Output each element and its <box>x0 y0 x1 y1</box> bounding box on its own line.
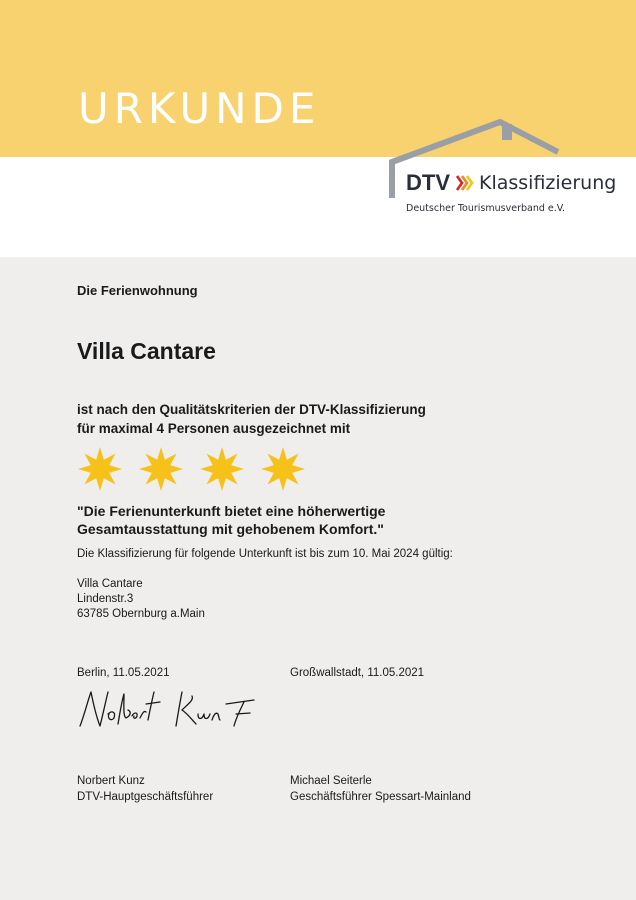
logo-brand: DTV <box>406 170 450 195</box>
signer-1-name: Norbert Kunz <box>77 775 145 787</box>
dtv-logo <box>406 172 616 194</box>
signer-2 <box>290 773 471 805</box>
property-name: Villa Cantare <box>77 338 216 364</box>
criteria-text <box>77 400 426 438</box>
criteria-line-2: für maximal 4 Personen ausgezeichnet mit <box>77 421 351 436</box>
address-block <box>77 577 205 622</box>
quote-line-1: "Die Ferienunterkunft bietet eine höherwertige <box>77 503 386 519</box>
signer-1 <box>77 773 213 805</box>
property-type-label: Die Ferienwohnung <box>77 283 198 298</box>
signer-2-name: Michael Seiterle <box>290 775 372 787</box>
logo-subtitle: Deutscher Tourismusverband e.V. <box>406 203 566 214</box>
signer-1-role: DTV-Hauptgeschäftsführer <box>77 791 214 803</box>
star-icon <box>77 446 123 492</box>
chevron-icon <box>455 173 475 193</box>
signer-2-role: Geschäftsführer Spessart-Mainland <box>290 791 471 803</box>
star-icon <box>199 446 245 492</box>
star-rating <box>77 446 306 492</box>
validity-text: Die Klassifizierung für folgende Unterkunft ist bis zum 10. Mai 2024 gültig: <box>77 548 453 560</box>
place-date-1: Berlin, 11.05.2021 <box>77 667 170 679</box>
logo-product: Klassifizierung <box>479 171 617 194</box>
classification-quote <box>77 502 385 538</box>
address-city: 63785 Obernburg a.Main <box>77 608 205 620</box>
quote-line-2: Gesamtausstattung mit gehobenem Komfort." <box>77 521 384 537</box>
handwritten-signature <box>76 686 261 738</box>
criteria-line-1: ist nach den Qualitätskriterien der DTV-Klassifizierung <box>77 402 426 417</box>
address-name: Villa Cantare <box>77 578 143 590</box>
star-icon <box>138 446 184 492</box>
document-title: URKUNDE <box>78 84 321 133</box>
place-date-2: Großwallstadt, 11.05.2021 <box>290 667 425 679</box>
star-icon <box>260 446 306 492</box>
address-street: Lindenstr.3 <box>77 593 134 605</box>
